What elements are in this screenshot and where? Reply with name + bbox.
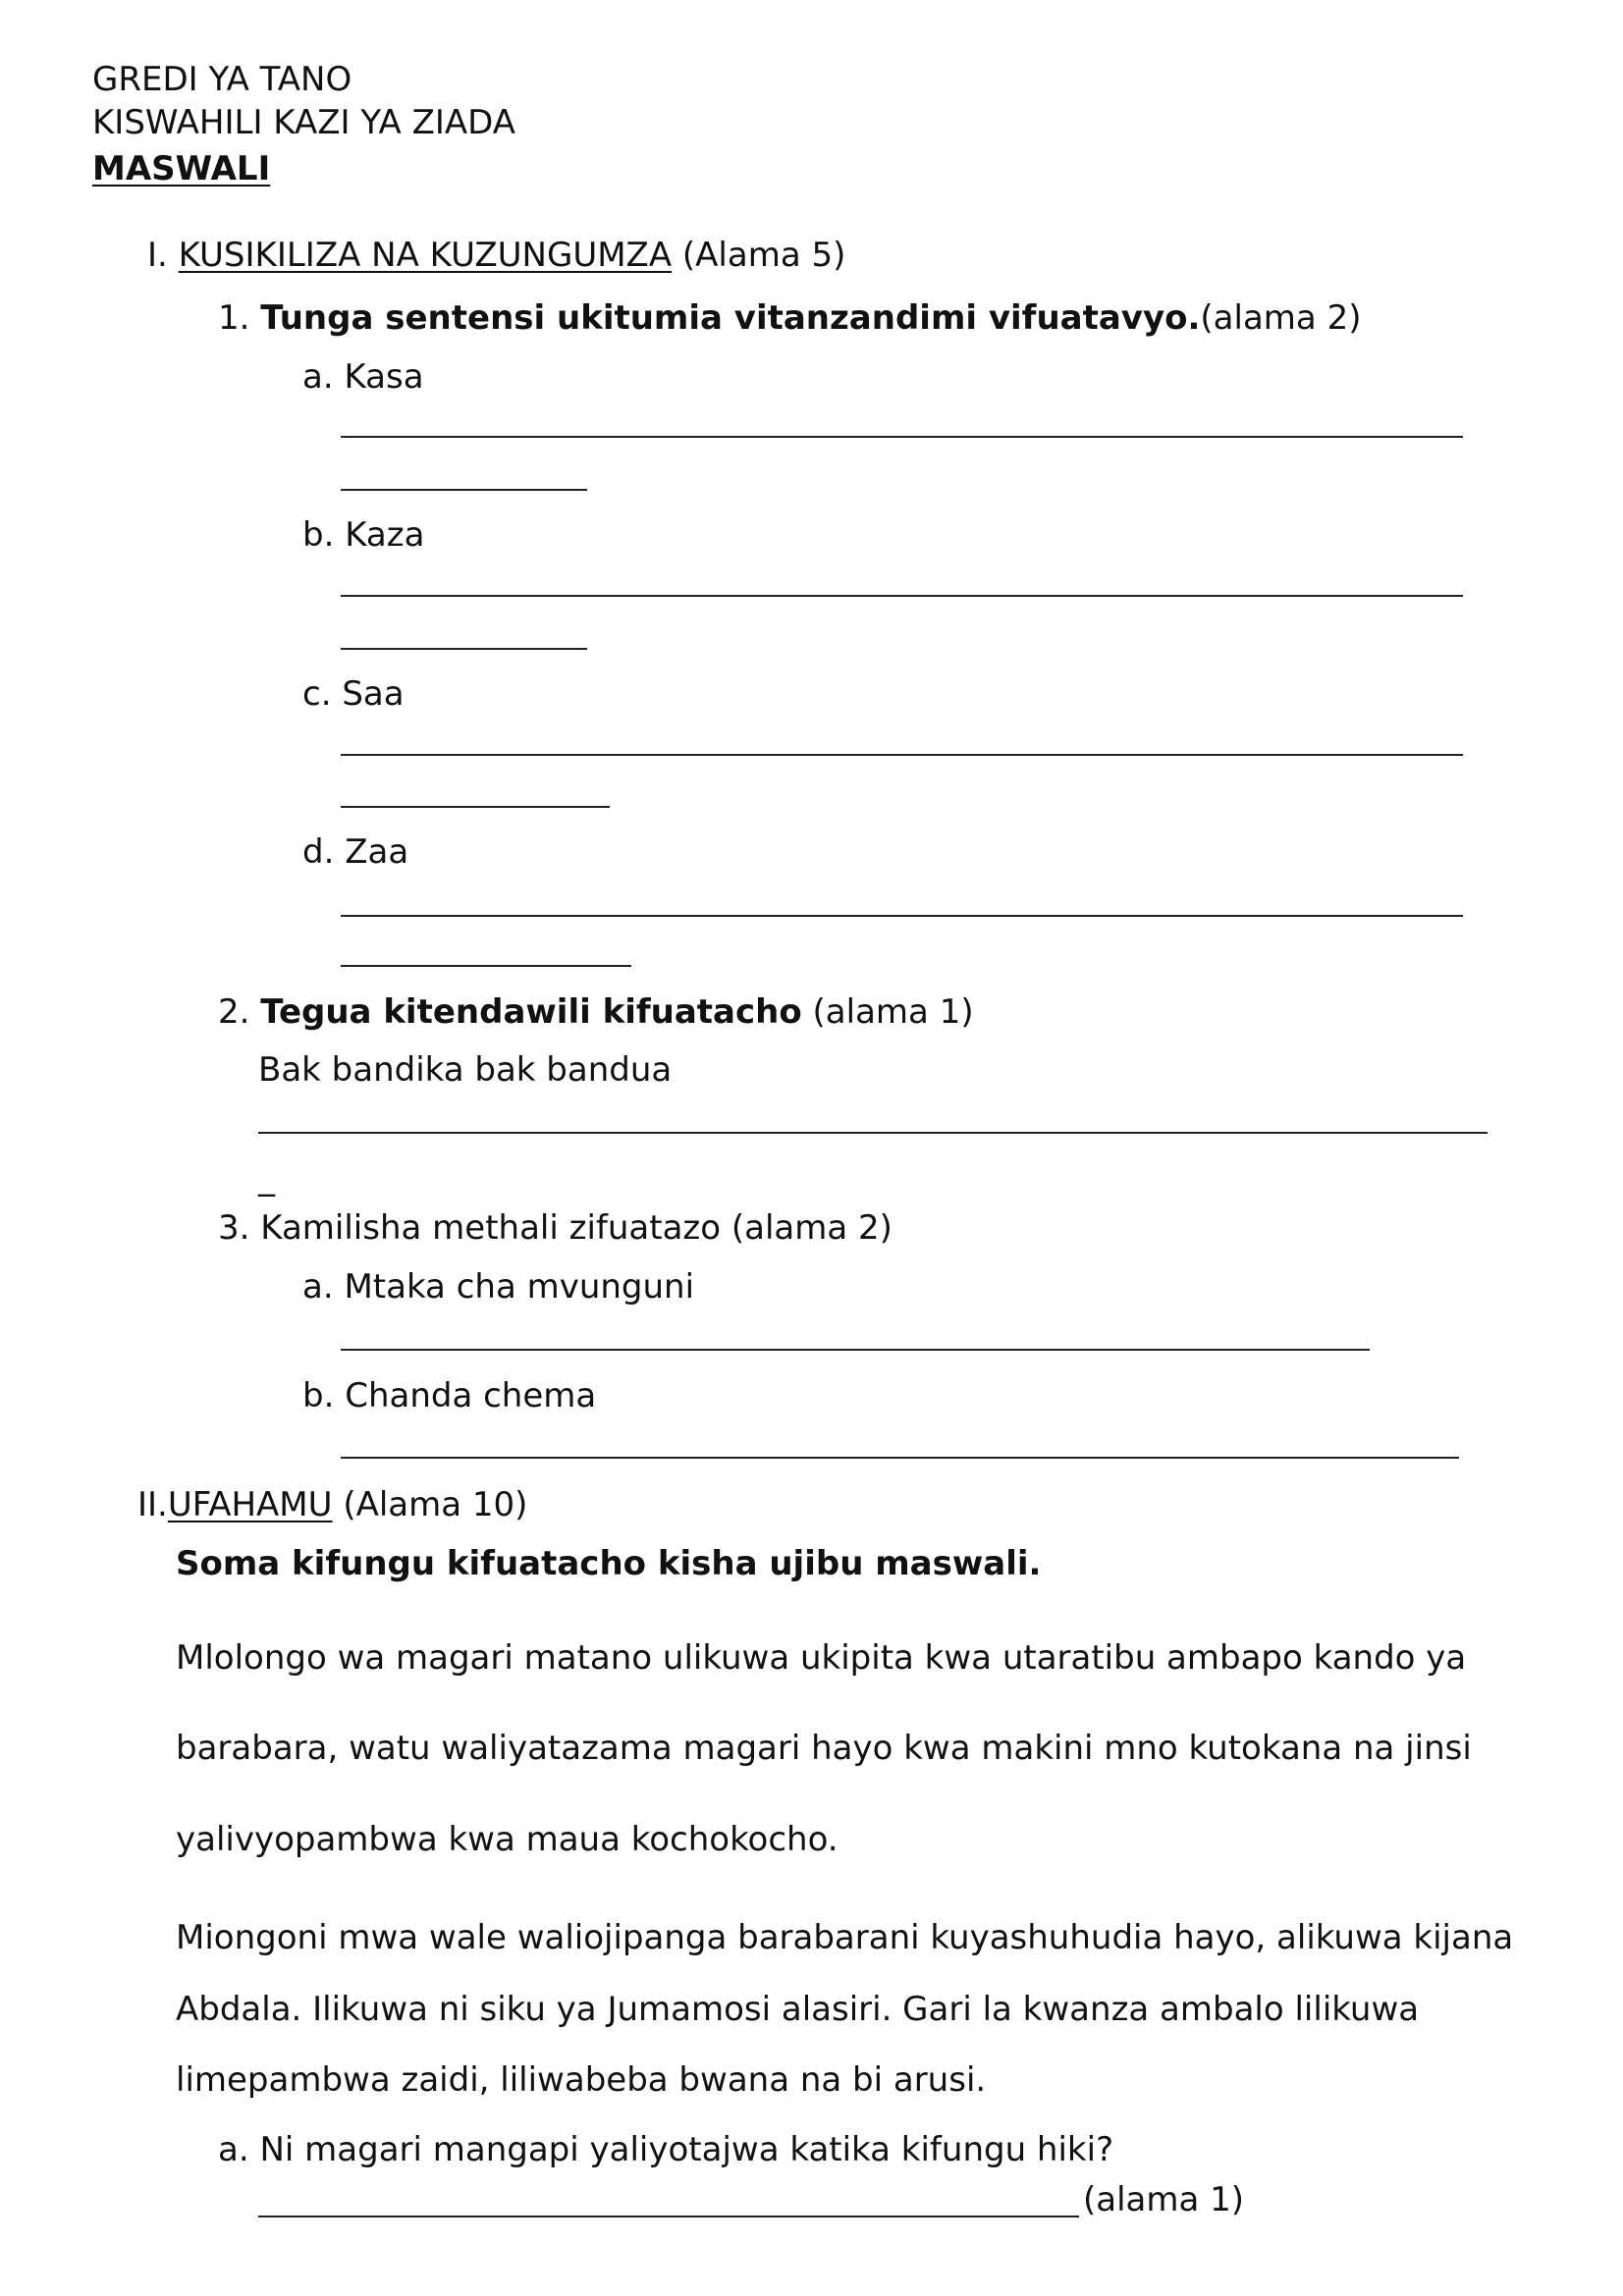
section-1-title: KUSIKILIZA NA KUZUNGUMZA <box>178 236 673 275</box>
q1-item-d-label: d. <box>302 832 335 872</box>
passage-p2-line2: Abdala. Ilikuwa ni siku ya Jumamosi alasiri. Gari la kwanza ambalo lilikuwa <box>176 1990 1420 2029</box>
answer-line-q2-trail: _ <box>258 1158 275 1198</box>
question-1-marks: (alama 2) <box>1200 298 1362 338</box>
question-2-number: 2. <box>218 992 250 1032</box>
comprehension-question-a-text: Ni magari mangapi yaliyotajwa katika kifungu hiki? <box>259 2130 1114 2169</box>
reading-instruction: Soma kifungu kifuatacho kisha ujibu maswali. <box>176 1544 1042 1583</box>
section-2-title: UFAHAMU <box>167 1485 333 1524</box>
q3-item-b-label: b. <box>302 1376 335 1415</box>
section-1-heading <box>147 236 846 275</box>
q3-item-a <box>302 1267 695 1307</box>
q3-item-a-label: a. <box>302 1267 334 1307</box>
passage-p2-line1: Miongoni mwa wale waliojipanga barabarani kuyashuhudia hayo, alikuwa kijana <box>176 1918 1514 1957</box>
passage-p1-line3: yalivyopambwa kwa maua kochokocho. <box>176 1820 839 1859</box>
question-2 <box>218 992 974 1032</box>
answer-line-q1b-1[interactable] <box>341 595 1463 597</box>
answer-line-q1d-2[interactable] <box>341 965 631 967</box>
q1-item-c <box>302 674 405 714</box>
q1-item-b-label: b. <box>302 515 335 555</box>
section-2-numeral: II. <box>137 1485 168 1524</box>
q3-item-a-text: Mtaka cha mvunguni <box>344 1267 695 1307</box>
q1-item-d-text: Zaa <box>345 832 409 872</box>
answer-line-comprehension-a[interactable] <box>258 2216 1079 2217</box>
q1-item-b <box>302 515 425 555</box>
question-1-prompt: Tunga sentensi ukitumia vitanzandimi vifuatavyo. <box>260 298 1201 338</box>
question-3-number: 3. <box>218 1208 250 1248</box>
q3-item-b <box>302 1376 597 1415</box>
answer-line-q1c-1[interactable] <box>341 754 1463 756</box>
q3-item-b-text: Chanda chema <box>345 1376 597 1415</box>
answer-line-q2[interactable] <box>258 1132 1488 1134</box>
section-2-marks: (Alama 10) <box>343 1485 528 1524</box>
grade-heading: GREDI YA TANO <box>92 60 352 99</box>
q1-item-a-text: Kasa <box>344 357 424 397</box>
question-1-number: 1. <box>218 298 250 338</box>
question-3-prompt: Kamilisha methali zifuatazo (alama 2) <box>260 1208 893 1248</box>
answer-line-q1c-2[interactable] <box>341 806 610 808</box>
q1-item-b-text: Kaza <box>345 515 425 555</box>
passage-p1-line2: barabara, watu waliyatazama magari hayo kwa makini mno kutokana na jinsi <box>176 1729 1472 1768</box>
answer-line-q3b[interactable] <box>341 1457 1459 1459</box>
q1-item-c-label: c. <box>302 674 332 714</box>
questions-heading: MASWALI <box>92 149 271 188</box>
answer-line-q1b-2[interactable] <box>341 648 587 650</box>
question-2-prompt: Tegua kitendawili kifuatacho <box>260 992 802 1032</box>
question-3 <box>218 1208 893 1248</box>
passage-p1-line1: Mlolongo wa magari matano ulikuwa ukipita kwa utaratibu ambapo kando ya <box>176 1638 1467 1678</box>
passage-p2-line3: limepambwa zaidi, liliwabeba bwana na bi arusi. <box>176 2060 987 2100</box>
section-1-numeral: I. <box>147 236 168 275</box>
answer-line-q3a[interactable] <box>341 1349 1370 1351</box>
section-1-marks: (Alama 5) <box>681 236 846 275</box>
riddle-text: Bak bandika bak bandua <box>258 1050 673 1090</box>
question-2-marks: (alama 1) <box>812 992 974 1032</box>
answer-line-q1a-2[interactable] <box>341 489 587 491</box>
comprehension-question-a-label: a. <box>218 2130 249 2169</box>
q1-item-a <box>302 357 424 397</box>
answer-line-q1d-1[interactable] <box>341 915 1463 917</box>
question-1 <box>218 298 1362 338</box>
q1-item-a-label: a. <box>302 357 334 397</box>
q1-item-d <box>302 832 409 872</box>
answer-line-q1a-1[interactable] <box>341 436 1463 438</box>
comprehension-question-a <box>218 2130 1114 2169</box>
subject-heading: KISWAHILI KAZI YA ZIADA <box>92 103 515 142</box>
q1-item-c-text: Saa <box>342 674 405 714</box>
section-2-heading <box>137 1485 528 1524</box>
comprehension-question-a-marks: (alama 1) <box>1083 2180 1245 2219</box>
